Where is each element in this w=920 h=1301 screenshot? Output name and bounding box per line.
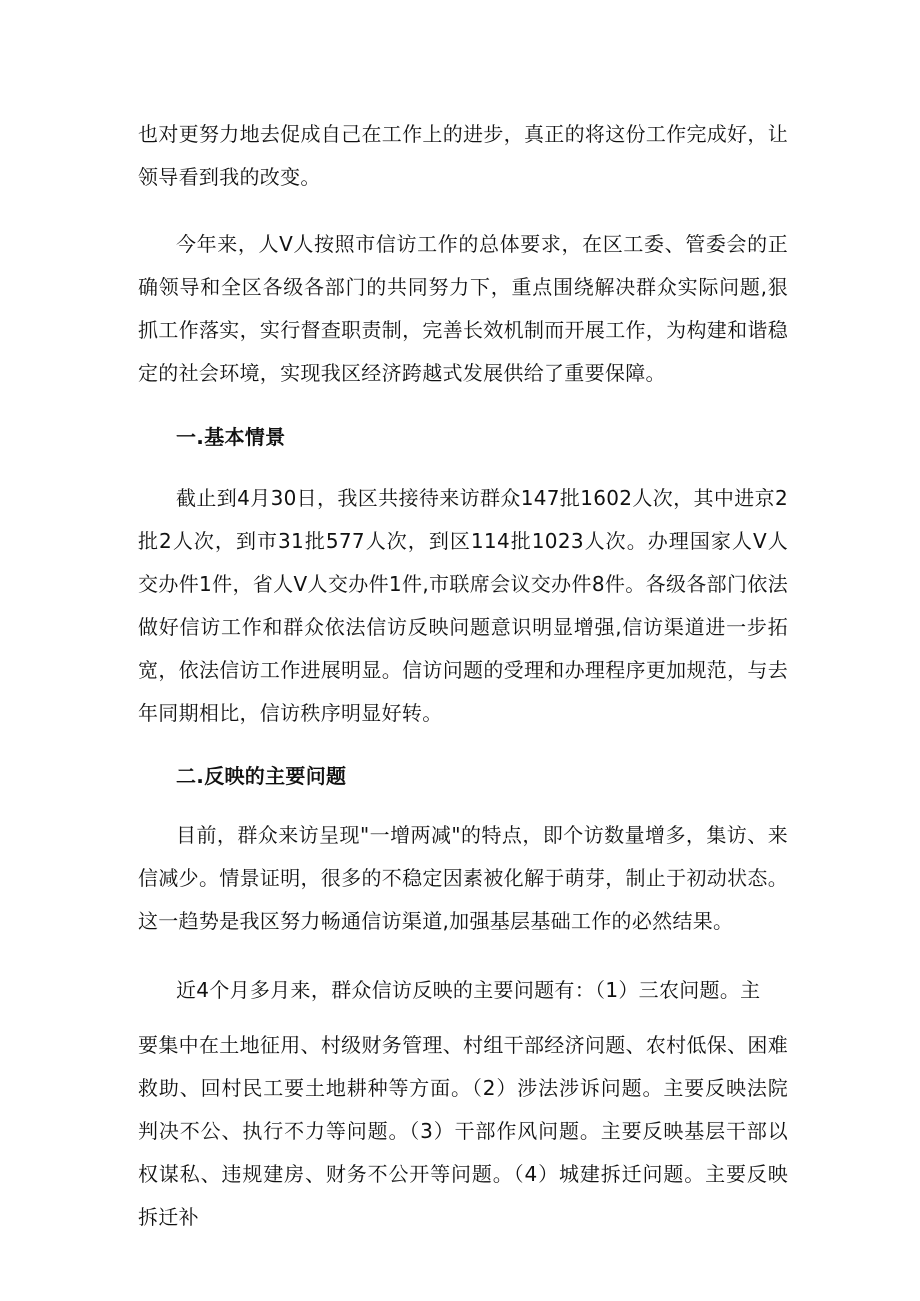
section-heading-main-issues: 二.反映的主要问题 (176, 764, 347, 788)
section-heading-basic-situation: 一.基本情景 (176, 425, 286, 449)
paragraph-intro-tail: 也对更努力地去促成自己在工作上的进步，真正的将这份工作完成好，让领导看到我的改变。 (138, 122, 788, 189)
paragraph-main-issues-list: 要集中在土地征用、村级财务管理、村组干部经济问题、农村低保、困难救助、回村民工要土地耕种等方面。（2）涉法涉诉问题。主要反映法院判决不公、执行不力等问题。（3）干部作风问题。主要反映基层干部以权谋私、违规建房、财务不公开等问题。（4）城建拆迁问题。主要反映拆迁补 (138, 1033, 788, 1229)
paragraph-overview: 今年来，人V人按照市信访工作的总体要求，在区工委、管委会的正确领导和全区各级各部门的共同努力下，重点围绕解决群众实际问题,狠抓工作落实，实行督查职责制，完善长效机制而开展工作，为构建和谐稳定的社会环境，实现我区经济跨越式发展供给了重要保障。 (138, 232, 788, 385)
paragraph-basic-situation: 截止到4月30日，我区共接待来访群众147批1602人次，其中进京2批2人次，到市31批577人次，到区114批1023人次。办理国家人V人交办件1件，省人V人交办件1件,市联席会议交办件8件。各级各部门依法做好信访工作和群众依法信访反映问题意识明显增强,信访渠道进一步拓宽，依法信访工作进展明显。信访问题的受理和办理程序更加规范，与去年同期相比，信访秩序明显好转。 (138, 486, 788, 725)
document-body (138, 113, 788, 1239)
paragraph-main-issues-list-first-line: 近4个月多月来，群众信访反映的主要问题有：（1）三农问题。主 (176, 978, 761, 1002)
paragraph-main-issues-intro: 目前，群众来访呈现"一增两减"的特点，即个访数量增多，集访、来信减少。情景证明，很多的不稳定因素被化解于萌芽，制止于初动状态。这一趋势是我区努力畅通信访渠道,加强基层基础工作的必然结果。 (138, 823, 788, 933)
